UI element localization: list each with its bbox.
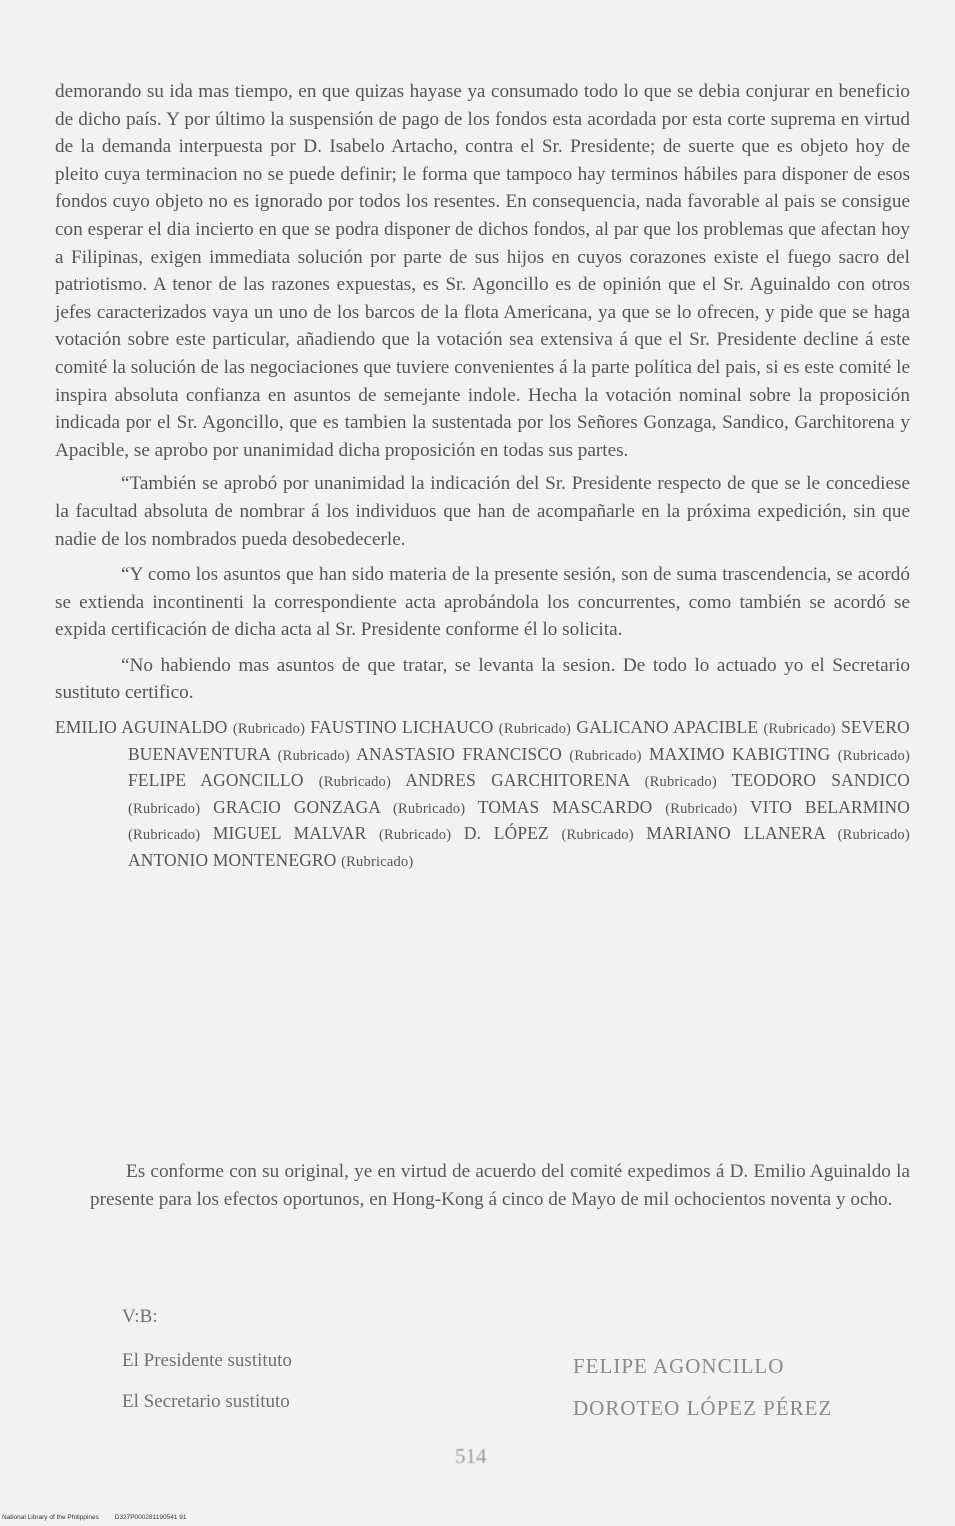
signatory-name: MAXIMO KABIGTING [648, 743, 831, 764]
signatory-name: MARIANO LLANERA [646, 823, 826, 844]
paragraph-3: “Y como los asuntos que han sido materia de la presente sesión, son de suma trascendencia, se acordó se extienda incontinenti la correspondiente acta aprobándola los concurrentes, como también se acordó se expida certificación de dicha acta al Sr. Presidente conforme él lo solicita. [55, 564, 910, 641]
page-number: 514 [455, 1444, 487, 1468]
president-name: FELIPE AGONCILLO [573, 1354, 785, 1378]
rubric-label: (Rubricado) [232, 721, 306, 738]
closing-paragraph: Es conforme con su original, ye en virtud de acuerdo del comité expedimos á D. Emilio Aguinaldo la presente para los efectos oportunos, en Hong-Kong á cinco de Mayo de mil ochocientos noventa y ocho. [90, 1161, 910, 1210]
paragraph-2: “También se aprobó por unanimidad la indicación del Sr. Presidente respecto de que se le concediese la facultad absoluta de nombrar á los individuos que han de acompañarle en la próxima expedición, sin que nadie de los nombrados pueda desobedecerle. [55, 473, 910, 550]
rubric-label: (Rubricado) [378, 827, 452, 844]
signatory-name: EMILIO AGUINALDO [55, 717, 228, 738]
rubric-label: (Rubricado) [498, 721, 572, 738]
rubric-label: (Rubricado) [341, 854, 414, 871]
president-label: El Presidente sustituto [122, 1350, 292, 1371]
scan-footer [2, 1514, 200, 1521]
footer-code: D327P000281190541 91 [114, 1514, 187, 1521]
vb-label: V:B: [122, 1306, 158, 1327]
rubric-label: (Rubricado) [318, 774, 392, 791]
signatory-name: GRACIO GONZAGA [213, 796, 381, 817]
signatory-name: ANASTASIO FRANCISCO [356, 743, 562, 764]
signatory-name: FELIPE AGONCILLO [128, 770, 304, 791]
signatory-name: TEODORO SANDICO [731, 770, 911, 791]
secretary-label: El Secretario sustituto [122, 1391, 290, 1412]
paragraph-1: demorando su ida mas tiempo, en que quizas hayase ya consumado todo lo que se debia conjurar en beneficio de dicho país. Y por último la suspensión de pago de los fondos esta acordada por esta corte suprema en virtud de la demanda interpuesta por D. Isabelo Artacho, contra el Sr. Presidente; de suerte que es objeto hoy de pleito cuya terminacion no se puede definir; le forma que tampoco hay terminos hábiles para disponer de esos fondos cuyo objeto no es ignorado por todos los resentes. En consequencia, nada favorable al pais se consigue con esperar el dia incierto en que se podra disponer de dichos fondos, al par que los problemas que afectan hoy a Filipinas, exigen immediata solución por parte de sus hijos en cuyos corazones existe el fuego sacro del patriotismo. A tenor de las razones expuestas, es Sr. Agoncillo es de opinión que el Sr. Aguinaldo con otros jefes caracterizados vaya un uno de los barcos de la flota Americana, ya que se lo ofrecen, y pide que se haga votación sobre este particular, añadiendo que la votación sea extensiva á que el Sr. Presidente decline á este comité la solución de las negociaciones que tuviere convenientes á la parte política del pais, si es este comité le inspira absoluta confianza en asuntos de semejante indole. Hecha la votación nominal sobre la proposición indicada por el Sr. Agoncillo, que es tambien la sustentada por los Señores Gonzaga, Sandico, Garchitorena y Apacible, se aprobo por unanimidad dicha proposición en todas sus partes. [55, 81, 910, 461]
signatory-name: ANTONIO MONTENEGRO [128, 850, 337, 871]
body-text [55, 78, 910, 875]
rubric-label: (Rubricado) [128, 827, 201, 844]
rubric-label: (Rubricado) [277, 747, 350, 764]
signatory-name: ANDRES GARCHITORENA [405, 770, 630, 791]
signatory-name: FAUSTINO LICHAUCO [310, 717, 494, 738]
rubric-label: (Rubricado) [128, 800, 201, 817]
signatory-name: VITO BELARMINO [749, 796, 910, 817]
secretary-name: DOROTEO LÓPEZ PÉREZ [573, 1396, 833, 1420]
signatory-name: D. LÓPEZ [463, 823, 549, 844]
signatory-name: SEVERO BUENAVENTURA [128, 717, 910, 764]
signatory-name: MIGUEL MALVAR [212, 823, 367, 844]
signatory-name: TOMAS MASCARDO [477, 796, 653, 817]
rubric-label: (Rubricado) [665, 800, 738, 817]
rubric-label: (Rubricado) [763, 721, 836, 738]
rubric-label: (Rubricado) [644, 774, 717, 791]
rubric-label: (Rubricado) [837, 827, 910, 844]
signature-list [55, 715, 910, 875]
rubric-label: (Rubricado) [393, 800, 466, 817]
signatory-name: GALICANO APACIBLE [576, 717, 759, 738]
paragraph-4: “No habiendo mas asuntos de que tratar, se levanta la sesion. De todo lo actuado yo el Secretario sustituto certifico. [55, 654, 910, 704]
rubric-label: (Rubricado) [569, 747, 642, 764]
rubric-label: (Rubricado) [561, 827, 634, 844]
footer-source: National Library of the Philippines [2, 1514, 99, 1521]
rubric-label: (Rubricado) [837, 747, 910, 764]
